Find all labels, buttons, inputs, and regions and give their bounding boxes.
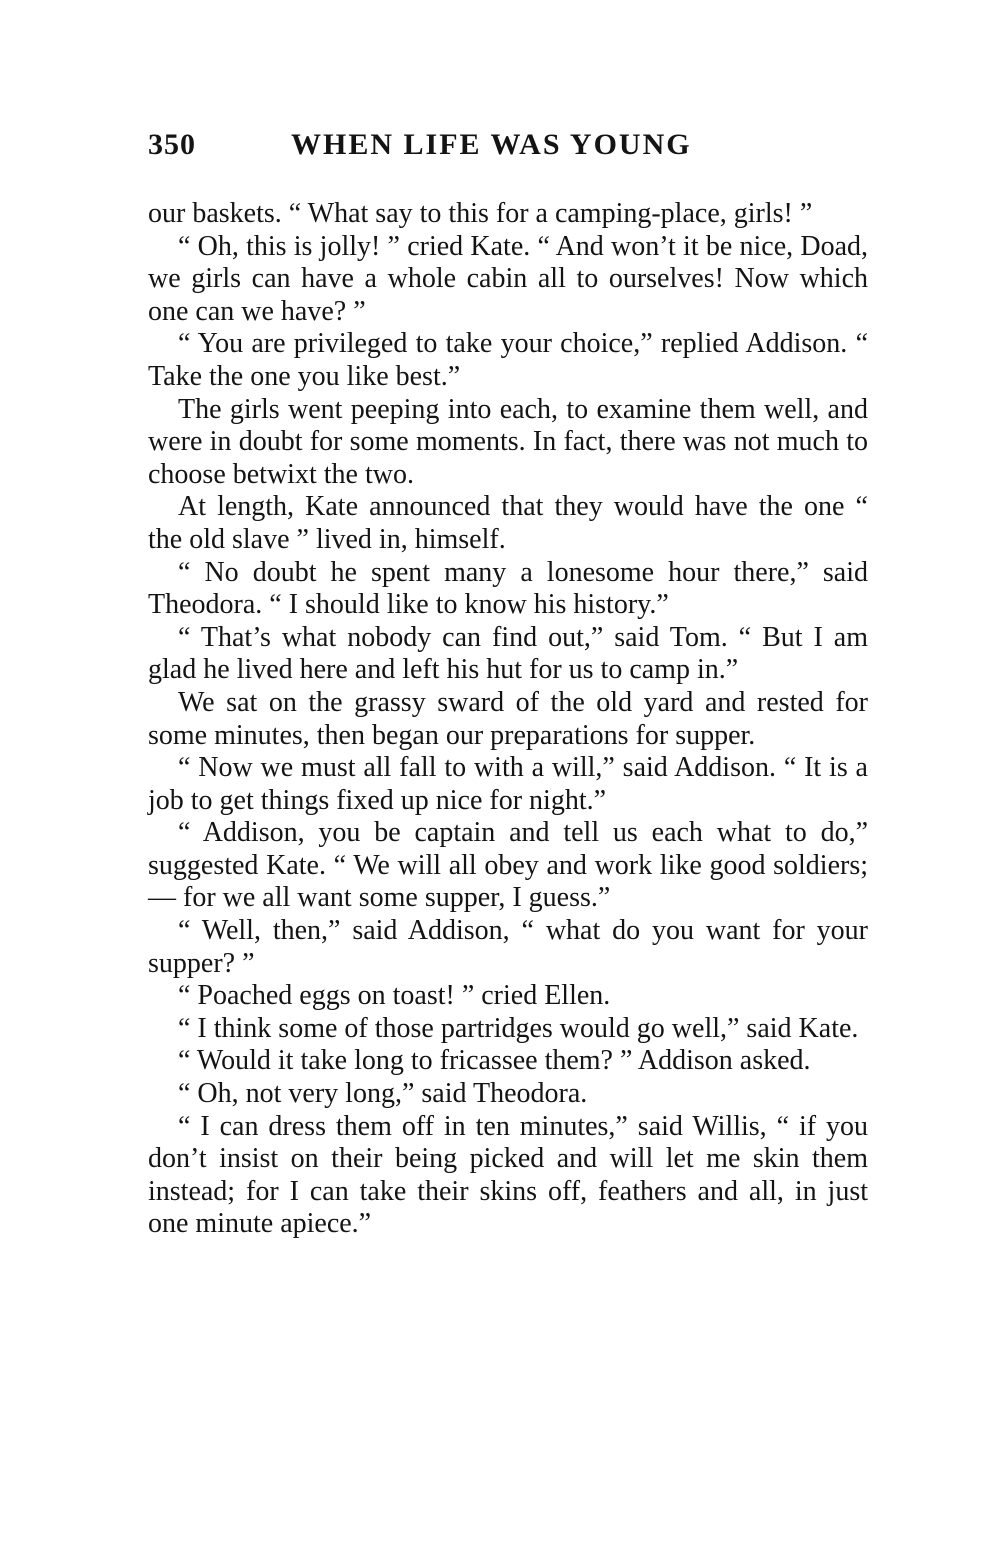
paragraph: At length, Kate announced that they would have the one “ the old slave ” lived in, himself. <box>148 491 868 555</box>
paragraph: “ Poached eggs on toast! ” cried Ellen. <box>178 980 611 1012</box>
paragraph: “ Well, then,” said Addison, “ what do you want for your supper? ” <box>148 915 868 979</box>
running-head <box>148 128 868 174</box>
page-number: 350 <box>148 128 196 161</box>
paragraph: “ Oh, not very long,” said Theodora. <box>178 1078 588 1110</box>
paragraph: “ Would it take long to fricassee them? ” Addison asked. <box>178 1045 811 1077</box>
paragraph-continuation: our baskets. “ What say to this for a camping-place, girls! ” <box>148 198 813 229</box>
paragraph: The girls went peeping into each, to examine them well, and were in doubt for some moments. In fact, there was not much to choose betwixt the two. <box>148 393 868 490</box>
paragraph: “ That’s what nobody can find out,” said Tom. “ But I am glad he lived here and left his hut for us to camp in.” <box>148 621 868 686</box>
paragraph: “ Addison, you be captain and tell us each what to do,” suggested Kate. “ We will all obey and work like good soldiers; — for we all want some supper, I guess.” <box>148 817 868 914</box>
paragraph: “ Now we must all fall to with a will,” said Addison. “ It is a job to get things fixed up nice for night.” <box>148 752 868 816</box>
book-page <box>148 128 868 1241</box>
paragraph: “ No doubt he spent many a lonesome hour there,” said Theodora. “ I should like to know his history.” <box>148 556 868 621</box>
paragraph: “ I can dress them off in ten minutes,” said Willis, “ if you don’t insist on their being picked and will let me skin them instead; for I can take their skins off, feathers and all, in just one minute apiece.” <box>148 1110 868 1240</box>
paragraph: “ I think some of those partridges would go well,” said Kate. <box>178 1012 859 1044</box>
paragraph: “ You are privileged to take your choice,” replied Addison. “ Take the one you like best.” <box>148 328 868 392</box>
book-title: WHEN LIFE WAS YOUNG <box>291 128 692 161</box>
body-text <box>148 198 868 1241</box>
paragraph: “ Oh, this is jolly! ” cried Kate. “ And won’t it be nice, Doad, we girls can have a whole cabin all to ourselves! Now which one can we have? ” <box>148 230 868 327</box>
paragraph: We sat on the grassy sward of the old yard and rested for some minutes, then began our preparations for supper. <box>148 686 868 751</box>
